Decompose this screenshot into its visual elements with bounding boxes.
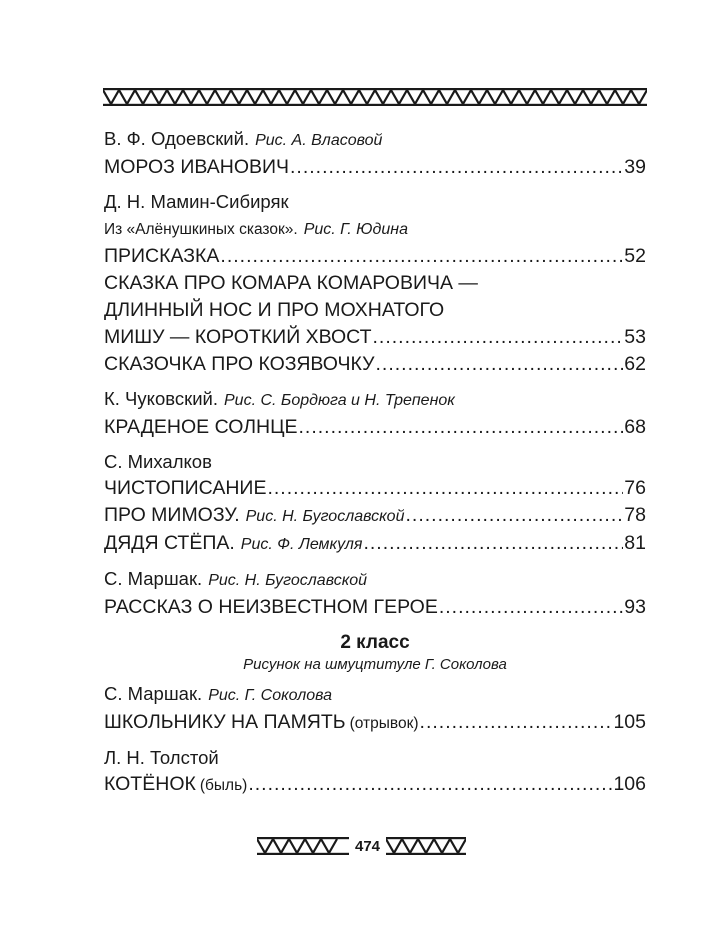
toc-item[interactable] xyxy=(104,709,646,737)
page-number: 39 xyxy=(624,156,646,178)
page-number: 93 xyxy=(624,596,646,618)
author-line xyxy=(104,745,646,771)
illustrator-credit: Рис. Г. Соколова xyxy=(208,687,333,704)
toc-item[interactable] xyxy=(104,771,646,799)
dot-leader xyxy=(290,154,623,181)
illustrator-credit: Рис. А. Власовой xyxy=(255,132,383,149)
dot-leader xyxy=(420,709,613,736)
author-name: С. Маршак. xyxy=(104,568,203,589)
work-title: КОТЁНОК xyxy=(104,773,196,795)
work-title: ПРО МИМОЗУ. xyxy=(104,504,240,526)
work-title: МИШУ — КОРОТКИЙ ХВОСТ xyxy=(104,326,372,348)
section-title: 2 класс xyxy=(340,632,410,653)
dot-leader xyxy=(373,324,624,351)
dot-leader xyxy=(220,243,623,270)
author-name: Д. Н. Мамин-Сибиряк xyxy=(104,191,289,212)
author-line xyxy=(104,126,646,154)
page-number: 68 xyxy=(624,416,646,438)
page-number: 53 xyxy=(624,326,646,348)
toc-item[interactable] xyxy=(104,502,646,530)
work-title: МОРОЗ ИВАНОВИЧ xyxy=(104,156,290,178)
dot-leader xyxy=(405,502,623,529)
dot-leader xyxy=(439,594,623,621)
work-subtitle: (отрывок) xyxy=(349,715,419,732)
page-number-footer: 474 xyxy=(354,837,381,855)
collection-name: Из «Алёнушкиных сказок». xyxy=(104,221,298,238)
page-number: 106 xyxy=(613,773,646,795)
decorative-footer-ornament-right xyxy=(386,837,466,855)
page-number: 76 xyxy=(624,477,646,499)
toc-item[interactable] xyxy=(104,414,646,441)
section-subtitle: Рисунок на шмуцтитуле Г. Соколова xyxy=(243,656,507,673)
dot-leader xyxy=(363,530,623,557)
work-title: СКАЗОЧКА ПРО КОЗЯВОЧКУ xyxy=(104,353,375,375)
author-name: К. Чуковский. xyxy=(104,388,218,409)
author-name: Л. Н. Толстой xyxy=(104,747,219,768)
illustrator-credit: Рис. Г. Юдина xyxy=(303,221,408,238)
work-title: ЧИСТОПИСАНИЕ xyxy=(104,477,267,499)
author-line xyxy=(104,386,646,414)
page-number: 105 xyxy=(613,711,646,733)
dot-leader xyxy=(376,351,624,378)
collection-line xyxy=(104,215,646,243)
work-title-line[interactable]: ДЛИННЫЙ НОС И ПРО МОХНАТОГО xyxy=(104,299,445,321)
work-subtitle: (быль) xyxy=(199,777,248,794)
author-name: С. Маршак. xyxy=(104,683,203,704)
work-title: ПРИСКАЗКА xyxy=(104,245,220,267)
work-title: КРАДЕНОЕ СОЛНЦЕ xyxy=(104,416,298,438)
page-number: 81 xyxy=(624,532,646,554)
work-title: ДЯДЯ СТЁПА. xyxy=(104,532,235,554)
toc-item[interactable] xyxy=(104,530,646,558)
illustrator-credit: Рис. С. Бордюга и Н. Трепенок xyxy=(224,392,455,409)
author-name: В. Ф. Одоевский. xyxy=(104,128,250,149)
work-title-line[interactable]: СКАЗКА ПРО КОМАРА КОМАРОВИЧА — xyxy=(104,272,478,294)
illustrator-credit: Рис. Н. Бугославской xyxy=(245,508,405,525)
author-line xyxy=(104,566,646,594)
toc-item[interactable] xyxy=(104,324,646,351)
page-number: 78 xyxy=(624,504,646,526)
decorative-top-border xyxy=(103,88,647,106)
decorative-footer-ornament-left xyxy=(257,837,349,855)
toc-item[interactable] xyxy=(104,475,646,502)
author-line xyxy=(104,681,646,709)
work-title: РАССКАЗ О НЕИЗВЕСТНОМ ГЕРОЕ xyxy=(104,596,438,618)
dot-leader xyxy=(248,771,612,798)
toc-item[interactable] xyxy=(104,243,646,270)
table-of-contents xyxy=(104,126,646,799)
dot-leader xyxy=(267,475,623,502)
author-name: С. Михалков xyxy=(104,451,212,472)
illustrator-credit: Рис. Н. Бугославской xyxy=(208,572,368,589)
author-line xyxy=(104,189,646,215)
page-footer xyxy=(0,833,723,859)
page-number: 52 xyxy=(624,245,646,267)
work-title: ШКОЛЬНИКУ НА ПАМЯТЬ xyxy=(104,711,346,733)
toc-item[interactable] xyxy=(104,351,646,378)
toc-item[interactable] xyxy=(104,154,646,181)
illustrator-credit: Рис. Ф. Лемкуля xyxy=(240,536,363,553)
author-line xyxy=(104,449,646,475)
toc-item[interactable] xyxy=(104,594,646,621)
page-number: 62 xyxy=(624,353,646,375)
dot-leader xyxy=(299,414,624,441)
